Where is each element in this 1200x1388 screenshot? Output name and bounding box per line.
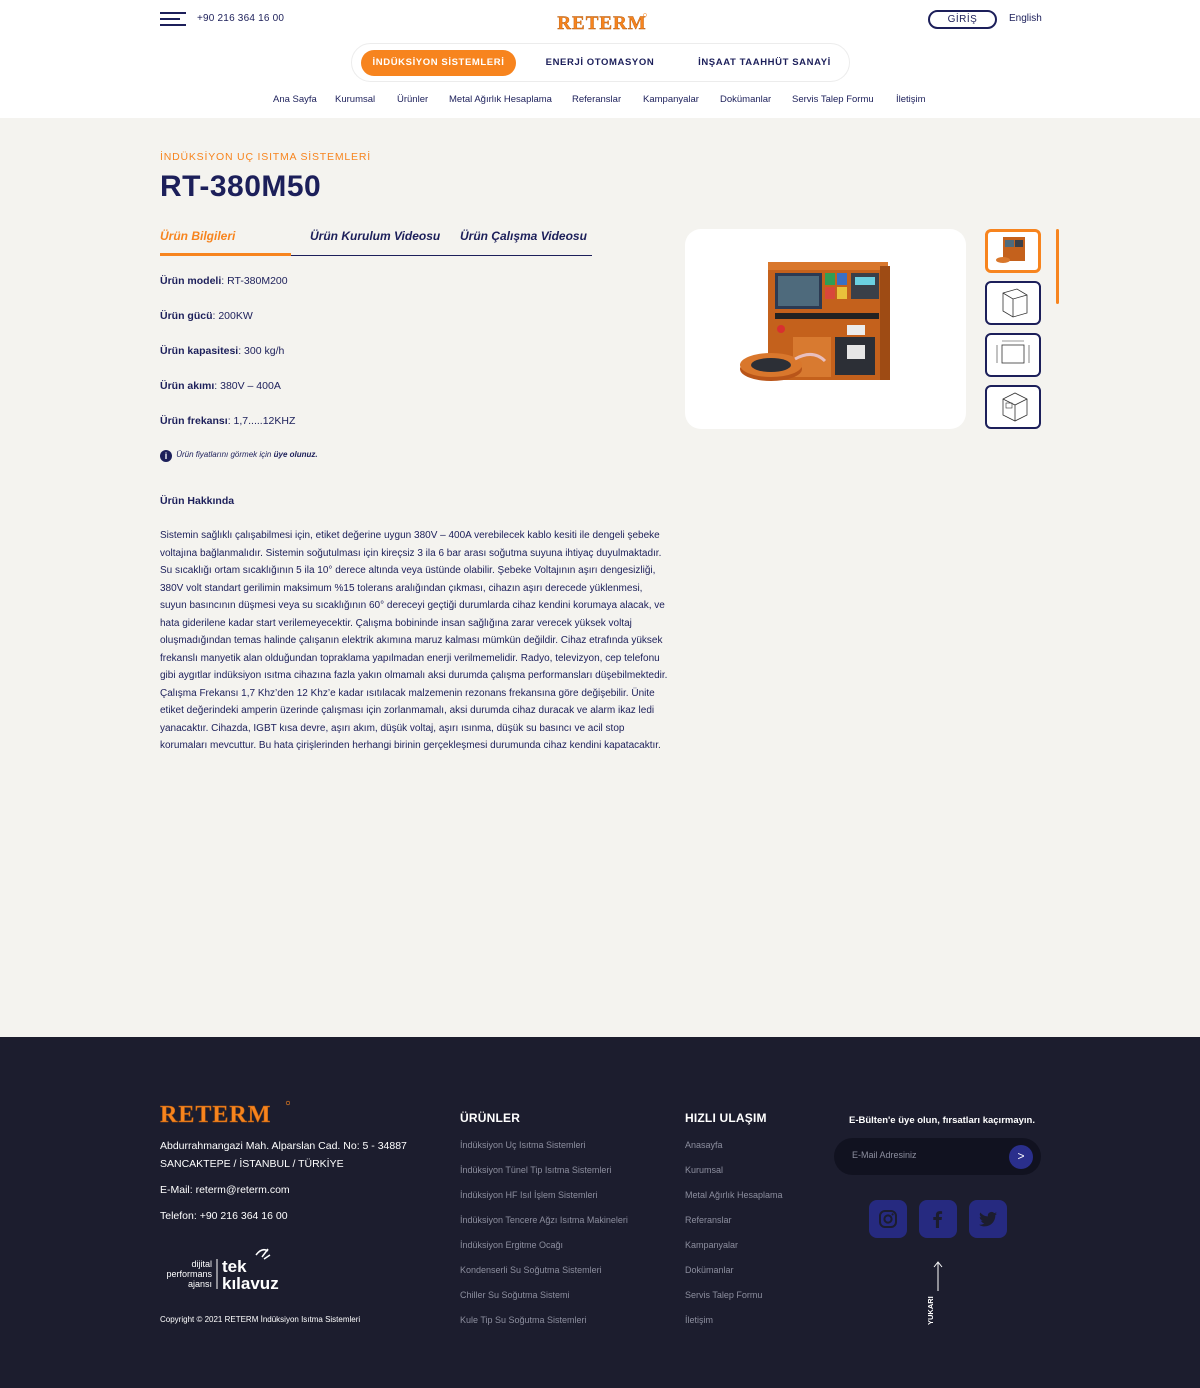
header-phone[interactable]: +90 216 364 16 00 [197,13,285,24]
main-nav [0,94,1200,108]
footer-product-link[interactable]: İndüksiyon Ergitme Ocağı [460,1240,564,1250]
quick-links-heading: HIZLI ULAŞIM [685,1111,767,1125]
footer-phone[interactable]: Telefon: +90 216 364 16 00 [160,1210,288,1222]
footer-product-link[interactable]: İndüksiyon Tünel Tip Isıtma Sistemleri [460,1165,612,1175]
products-heading: ÜRÜNLER [460,1111,521,1125]
twitter-icon [978,1209,998,1229]
footer-product-link[interactable]: İndüksiyon Tencere Ağzı Isıtma Makineleri [460,1215,628,1225]
scroll-to-top-label[interactable]: YUKARI [926,1296,935,1325]
svg-text:dijital: dijital [191,1259,212,1269]
svg-text:RETERM: RETERM [160,1102,272,1127]
login-button[interactable]: GİRİŞ [928,10,997,29]
instagram-button[interactable] [869,1200,907,1238]
spec-power: Ürün gücü: 200KW [160,310,253,322]
thumbnail-3[interactable] [985,333,1041,377]
copyright: Copyright © 2021 RETERM İndüksiyon Isıtma Sistemleri [160,1315,361,1324]
svg-text:ajansı: ajansı [187,1279,212,1289]
footer-product-link[interactable]: Kondenserli Su Soğutma Sistemleri [460,1265,602,1275]
footer-quick-link[interactable]: İletişim [685,1315,714,1325]
footer-product-link[interactable]: İndüksiyon Uç Isıtma Sistemleri [460,1140,586,1150]
about-text: Sistemin sağlıklı çalışabilmesi için, etiket değerine uygun 380V – 400A verebilecek kablo kesiti ile dengeli şebeke voltajına bağlanmalıdır. Sistemin soğutulması için kireçsiz 3 ila 6 bar arası soğutma suyuna ihtiyaç duyulmaktadır. Su sıcaklığı ortam sıcaklığının 5 ila 10° derece altında veya üstünde olabilir. Şebeke Voltajının aşırı dengesizliği, 380V volt standart gerilimin maksimum %15 tolerans aralığından çıkması, cihazın aşırı derecede yüklenmesi, suyun basıncının düşmesi veya su sıcaklığının 60° dereceyi geçtiği durumlarda cihaz kendini korumaya alacak, ve hata giderilene kadar start verilemeyecektir. Çalışma bobininde insan sağlığına zarar verecek yüksek voltaj oluşmadığından temas halinde çalışanın elektrik akımına maruz kalması mümkün değildir. Cihaz etrafında yüksek frekanslı manyetik alan olduğundan topraklama yapılmadan enerji verilmemelidir. Radyo, televizyon, cep telefonu gibi aygıtlar indüksiyon ısıtma cihazına fazla yakın olmamalı aksi durumda çalışma performansları düşebilmektedir. Çalışma Frekansı 1,7 Khz’den 12 Khz’e kadar ısıtılacak malzemenin rezonans frekansına göre değişebilir. Ünite etiket değerindeki amperin üzerinde çalışması için zorlanmamalı, aksi durumda cihaz duracak ve alarm ikaz ledi yanacaktır. Cihazda, IGBT kısa devre, aşırı akım, düşük voltaj, aşırı ısınma, düşük su basıncı ve acil stop korumaları mevcuttur. Bu hata çirişlerinden herhangi birinin gerçekleşmesi durumunda cihaz kendini kapatacaktır. [160,530,668,751]
product-tabs [160,226,592,256]
page-title: RT-380M50 [160,170,322,203]
tab-installation-video[interactable]: Ürün Kurulum Videosu [310,229,441,243]
active-tab-indicator [160,253,291,256]
nav-item-contact[interactable]: İletişim [896,94,926,105]
footer-quick-link[interactable]: Dokümanlar [685,1265,734,1275]
svg-text:tek: tek [222,1257,247,1276]
nav-item-documents[interactable]: Dokümanlar [720,94,772,105]
footer-quick-link[interactable]: Kurumsal [685,1165,724,1175]
footer-product-link[interactable]: Chiller Su Soğutma Sistemi [460,1290,570,1300]
thumbnail-drawing [987,387,1039,427]
footer-quick-link[interactable]: Servis Talep Formu [685,1290,763,1300]
nav-item-campaigns[interactable]: Kampanyalar [643,94,699,105]
footer-address: Abdurrahmangazi Mah. Alparslan Cad. No: 5 - 34887 SANCAKTEPE / İSTANBUL / TÜRKİYE [160,1140,407,1170]
nav-item-products[interactable]: Ürünler [397,94,429,105]
spec-capacity: Ürün kapasitesi: 300 kg/h [160,345,285,357]
spec-current: Ürün akımı: 380V – 400A [160,380,281,392]
svg-text:kılavuz: kılavuz [222,1274,279,1291]
agency-logo[interactable] [160,1245,300,1291]
reterm-logo[interactable] [552,10,652,34]
instagram-icon [878,1209,898,1229]
nav-item-metal-weight[interactable]: Metal Ağırlık Hesaplama [449,94,552,105]
footer-quick-link[interactable]: Anasayfa [685,1140,723,1150]
segment-induction[interactable]: İNDÜKSİYON SİSTEMLERİ [361,50,516,76]
segment-construction[interactable]: İNŞAAT TAAHHÜT SANAYİ [698,57,831,68]
thumbnail-2[interactable] [985,281,1041,325]
newsletter-submit-button[interactable]: > [1009,1145,1033,1169]
about-heading: Ürün Hakkında [160,495,235,507]
thumbnail-drawing [987,283,1039,323]
svg-text:performans: performans [166,1269,212,1279]
nav-item-references[interactable]: Referanslar [572,94,622,105]
spec-frequency: Ürün frekansı: 1,7.....12KHZ [160,415,296,427]
thumbnail-scrollbar[interactable] [1056,229,1059,304]
nav-item-home[interactable]: Ana Sayfa [273,94,317,105]
tab-product-info[interactable]: Ürün Bilgileri [160,229,236,243]
menu-icon[interactable] [160,12,186,26]
svg-text:RETERM: RETERM [557,13,647,34]
footer-email[interactable]: E-Mail: reterm@reterm.com [160,1184,290,1196]
product-detail [0,118,1200,1037]
newsletter-heading: E-Bülten'e üye olun, fırsatları kaçırmayın. [849,1115,1035,1126]
site-header [0,0,1200,118]
thumbnail-4[interactable] [985,385,1041,429]
nav-item-corporate[interactable]: Kurumsal [335,94,376,105]
price-note: i Ürün fiyatlarını görmek için üye olunuz. [160,450,318,462]
footer-logo[interactable] [160,1099,290,1127]
newsletter-form [834,1138,1041,1175]
thumbnail-image [988,232,1038,270]
product-category[interactable]: İNDÜKSİYON UÇ ISITMA SİSTEMLERİ [160,151,371,163]
footer-quick-link[interactable]: Kampanyalar [685,1240,739,1250]
footer-product-link[interactable]: İndüksiyon HF Isıl İşlem Sistemleri [460,1190,598,1200]
tab-operation-video[interactable]: Ürün Çalışma Videosu [460,229,587,243]
language-switch[interactable]: English [1009,13,1042,24]
newsletter-email-input[interactable] [852,1150,1002,1160]
thumbnail-1[interactable] [985,229,1041,273]
site-footer [0,1037,1200,1388]
info-icon: i [160,450,172,462]
division-switcher [351,43,850,82]
product-image [685,229,966,429]
thumbnail-drawing [987,335,1039,375]
signup-link[interactable]: üye olunuz. [273,450,318,459]
facebook-button[interactable] [919,1200,957,1238]
facebook-icon [928,1209,948,1229]
footer-quick-link[interactable]: Metal Ağırlık Hesaplama [685,1190,783,1200]
product-image-card[interactable] [685,229,966,429]
footer-quick-link[interactable]: Referanslar [685,1215,732,1225]
segment-energy[interactable]: ENERJİ OTOMASYON [545,57,655,68]
spec-model: Ürün modeli: RT-380M200 [160,275,288,287]
nav-item-service-form[interactable]: Servis Talep Formu [792,94,874,105]
footer-product-link[interactable]: Kule Tip Su Soğutma Sistemleri [460,1315,587,1325]
twitter-button[interactable] [969,1200,1007,1238]
